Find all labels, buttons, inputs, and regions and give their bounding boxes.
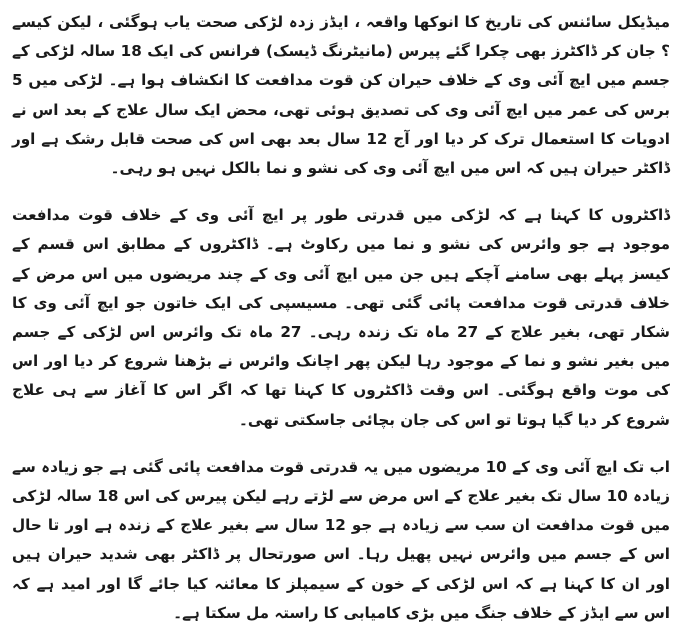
- article-paragraph-1: میڈیکل سائنس کی تاریخ کا انوکھا واقعہ ، ایڈز زدہ لڑکی صحت یاب ہوگئی ، لیکن کیسے ؟ جان کر ڈاکٹرز بھی چکرا گئے پیرس (مانیٹرنگ ڈیسک) فرانس کی ایک 18 سالہ لڑکی کے جسم میں ایچ آئی وی کے خلاف حیران کن قوت مدافعت کا انکشاف ہوا ہے۔ لڑکی میں 5 برس کی عمر میں ایچ آئی وی کی تصدیق ہوئی تھی، محض ایک سال علاج کے بعد اس نے ادویات کا استعمال ترک کر دیا اور آج 12 سال بعد بھی اس کی صحت قابل رشک ہے اور ڈاکٹر حیران ہیں کہ اس میں ایچ آئی وی کی نشو و نما بالکل نہیں ہو رہی۔: [12, 13, 670, 178]
- article-paragraph-2: ڈاکٹروں کا کہنا ہے کہ لڑکی میں قدرتی طور پر ایچ آئی وی کے خلاف قوت مدافعت موجود ہے جو وائرس کی نشو و نما میں رکاوٹ ہے۔ ڈاکٹروں کے مطابق اس قسم کے کیسز پہلے بھی سامنے آچکے ہیں جن میں ایچ آئی وی کے چند مریضوں میں اس مرض کے خلاف قدرتی قوت مدافعت پائی گئی تھی۔ مسیسپی کی ایک خاتون جو ایچ آئی وی کا شکار تھی، بغیر علاج کے 27 ماہ تک زندہ رہی۔ 27 ماہ تک وائرس اس لڑکی کے جسم میں بغیر نشو و نما کے موجود رہا لیکن پھر اچانک وائرس نے بڑھنا شروع کر دیا اور اس کی موت واقع ہوگئی۔ اس وقت ڈاکٹروں کا کہنا تھا کہ اگر اس کا آغاز سے ہی علاج شروع کر دیا گیا ہوتا تو اس کی جان بچائی جاسکتی تھی۔: [12, 206, 670, 429]
- article-paragraph-3: اب تک ایچ آئی وی کے 10 مریضوں میں یہ قدرتی قوت مدافعت پائی گئی ہے جو زیادہ سے زیادہ 10 سال تک بغیر علاج کے اس مرض سے لڑتے رہے لیکن پیرس کی اس 18 سالہ لڑکی میں قوت مدافعت ان سب سے زیادہ ہے جو 12 سال سے بغیر علاج کے زندہ ہے اور تا حال اس کے جسم میں وائرس نہیں پھیل رہا۔ اس صورتحال پر ڈاکٹر بھی شدید حیران ہیں اور ان کا کہنا ہے کہ اس لڑکی کے خون کے سیمپلز کا معائنہ کیا جائے گا اور امید ہے کہ اس سے ایڈز کے خلاف جنگ میں بڑی کامیابی کا راستہ مل سکتا ہے۔: [12, 457, 671, 622]
- article-body: [12, 8, 670, 628]
